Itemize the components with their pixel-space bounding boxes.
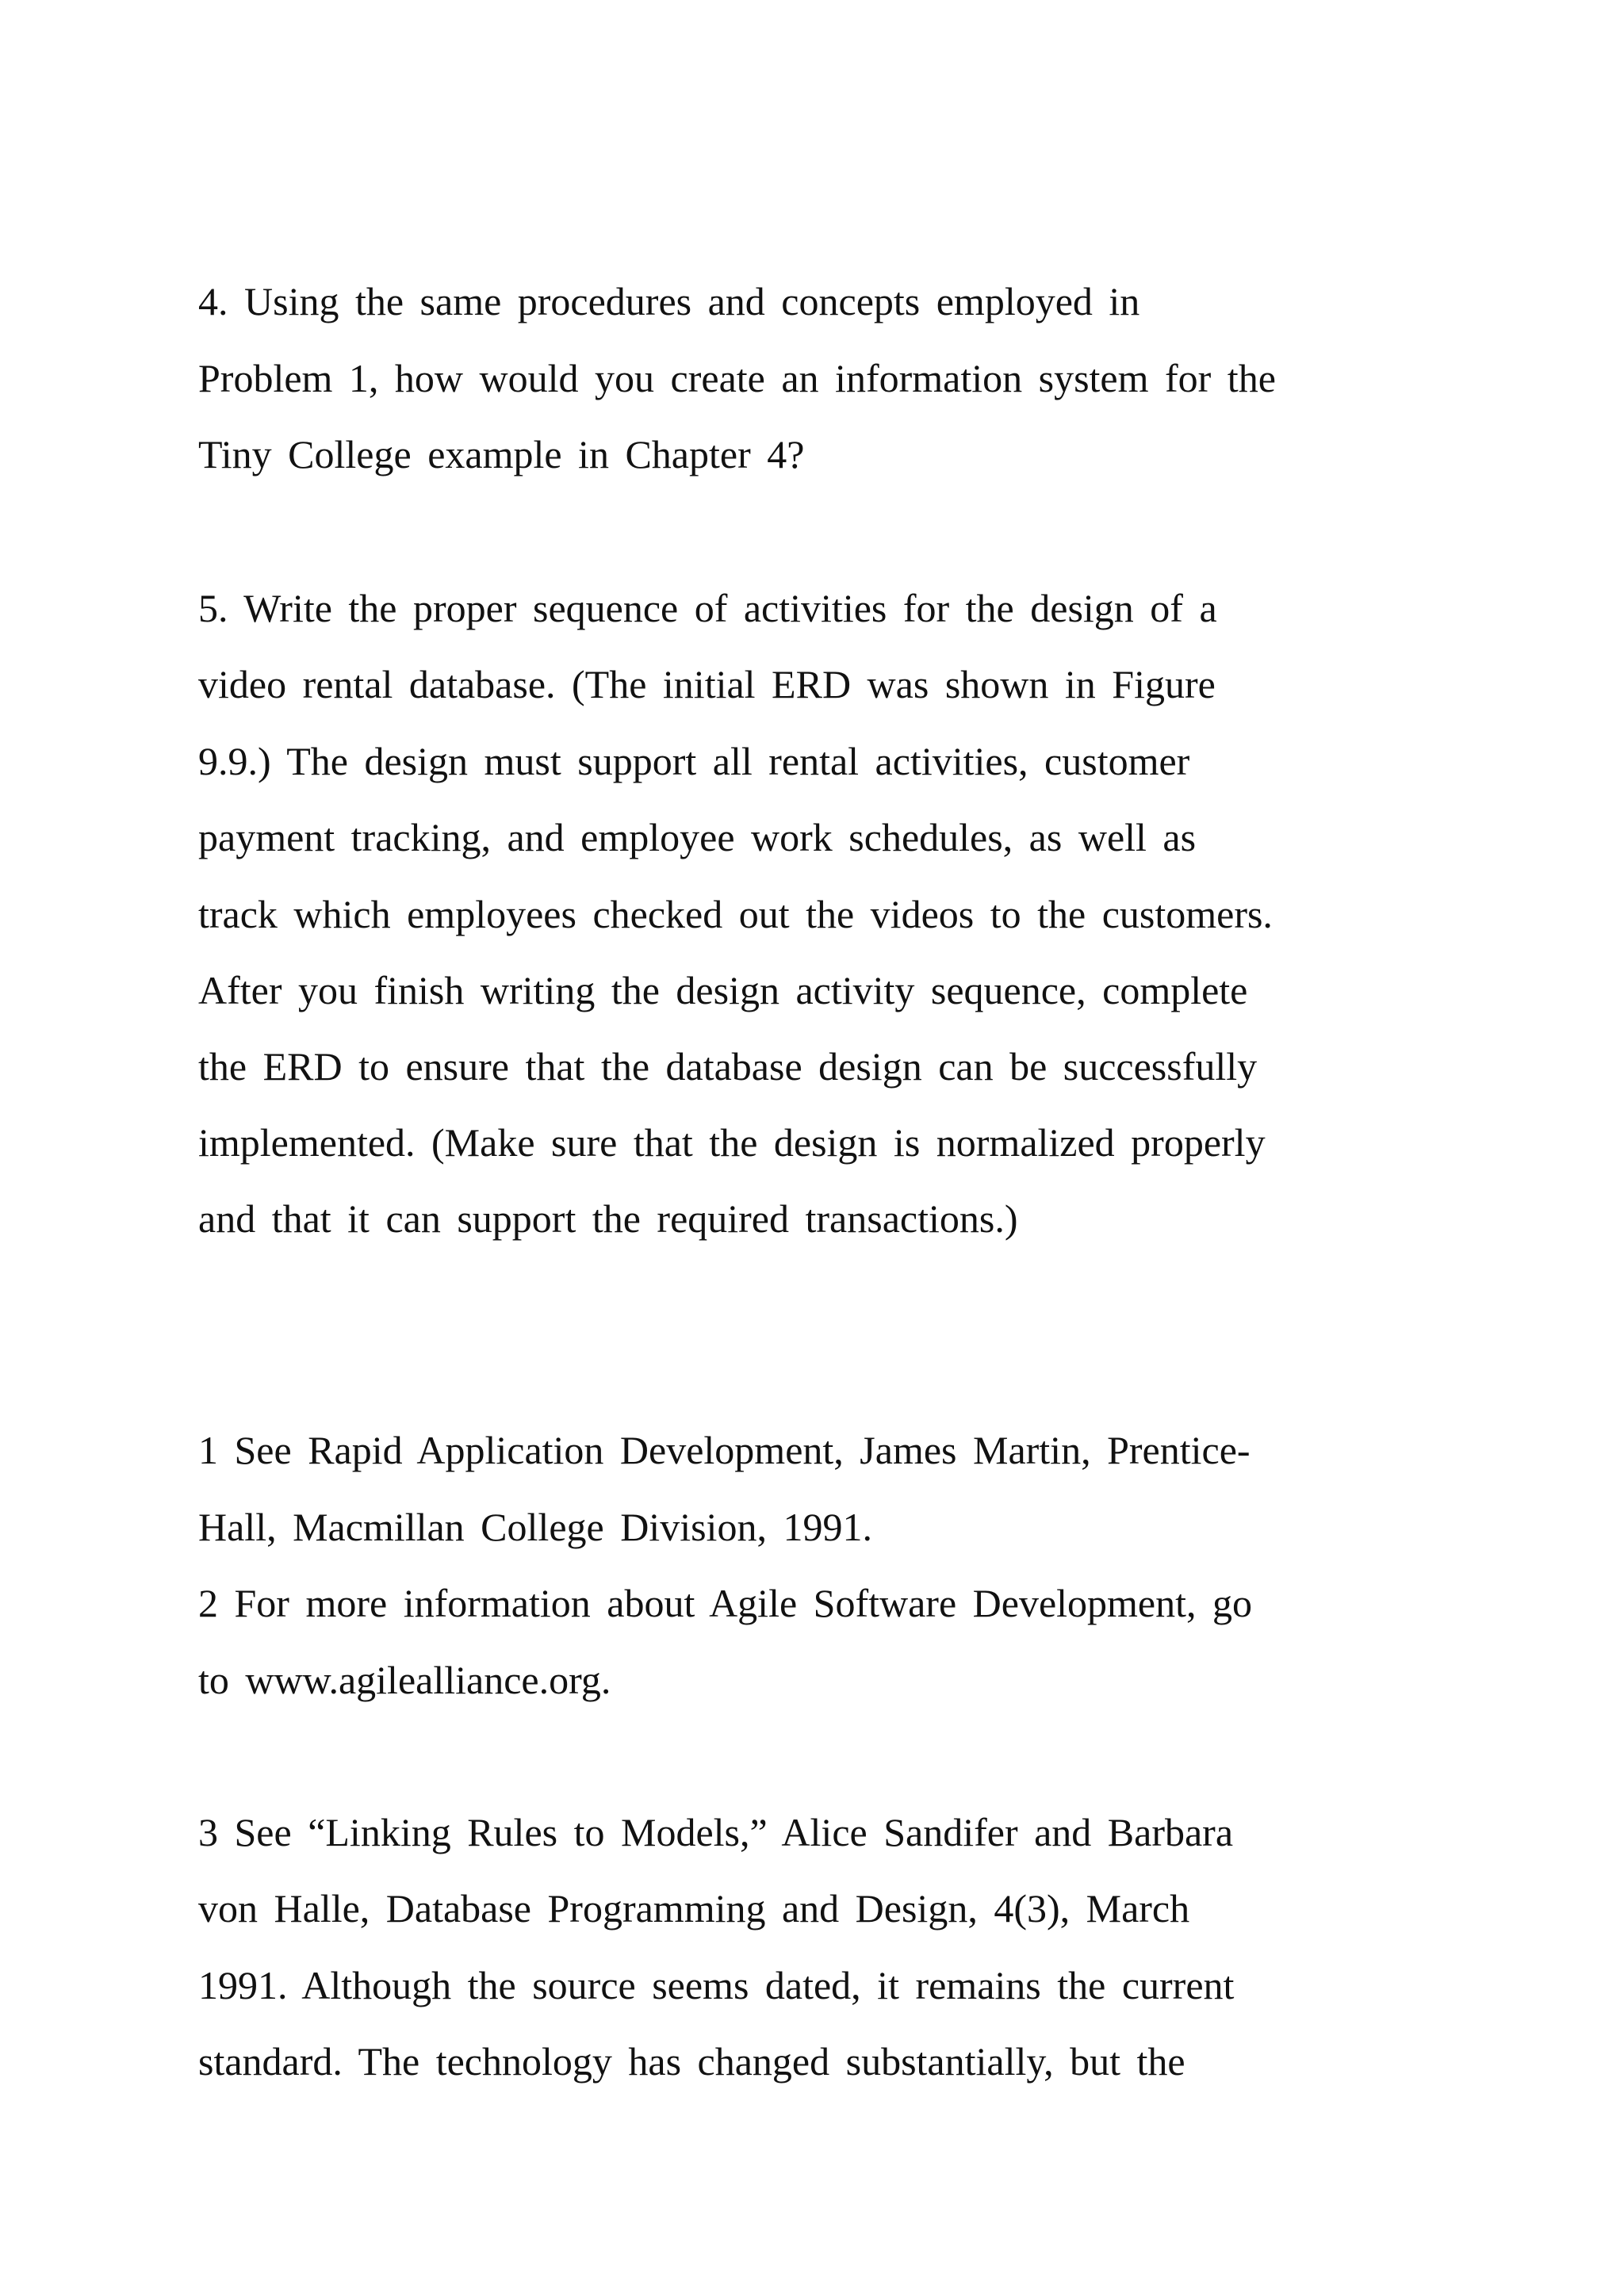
text-line: 2 For more information about Agile Software Development, go	[198, 1581, 1253, 1625]
text-line: 9.9.) The design must support all rental activities, customer	[198, 739, 1190, 783]
text-line: After you finish writing the design activity sequence, complete	[198, 968, 1248, 1012]
text-line: to www.agilealliance.org.	[198, 1658, 611, 1702]
text-line: and that it can support the required transactions.)	[198, 1196, 1018, 1241]
text-line: track which employees checked out the videos to the customers.	[198, 892, 1273, 936]
text-line: video rental database. (The initial ERD was shown in Figure	[198, 662, 1216, 706]
text-line: Problem 1, how would you create an information system for the	[198, 356, 1276, 400]
text-line: payment tracking, and employee work schedules, as well as	[198, 815, 1197, 859]
text-line: 5. Write the proper sequence of activities for the design of a	[198, 586, 1217, 630]
text-line: standard. The technology has changed substantially, but the	[198, 2039, 1185, 2084]
text-line: 3 See “Linking Rules to Models,” Alice Sandifer and Barbara	[198, 1810, 1234, 1854]
text-line: von Halle, Database Programming and Design, 4(3), March	[198, 1886, 1190, 1931]
text-line: 1 See Rapid Application Development, James Martin, Prentice-	[198, 1428, 1251, 1472]
text-line: 1991. Although the source seems dated, it remains the current	[198, 1963, 1235, 2007]
text-line: implemented. (Make sure that the design is normalized properly	[198, 1120, 1266, 1165]
text-line: the ERD to ensure that the database design can be successfully	[198, 1044, 1258, 1089]
text-line: 4. Using the same procedures and concepts employed in	[198, 279, 1140, 323]
text-line: Tiny College example in Chapter 4?	[198, 432, 805, 476]
text-line: Hall, Macmillan College Division, 1991.	[198, 1505, 872, 1549]
